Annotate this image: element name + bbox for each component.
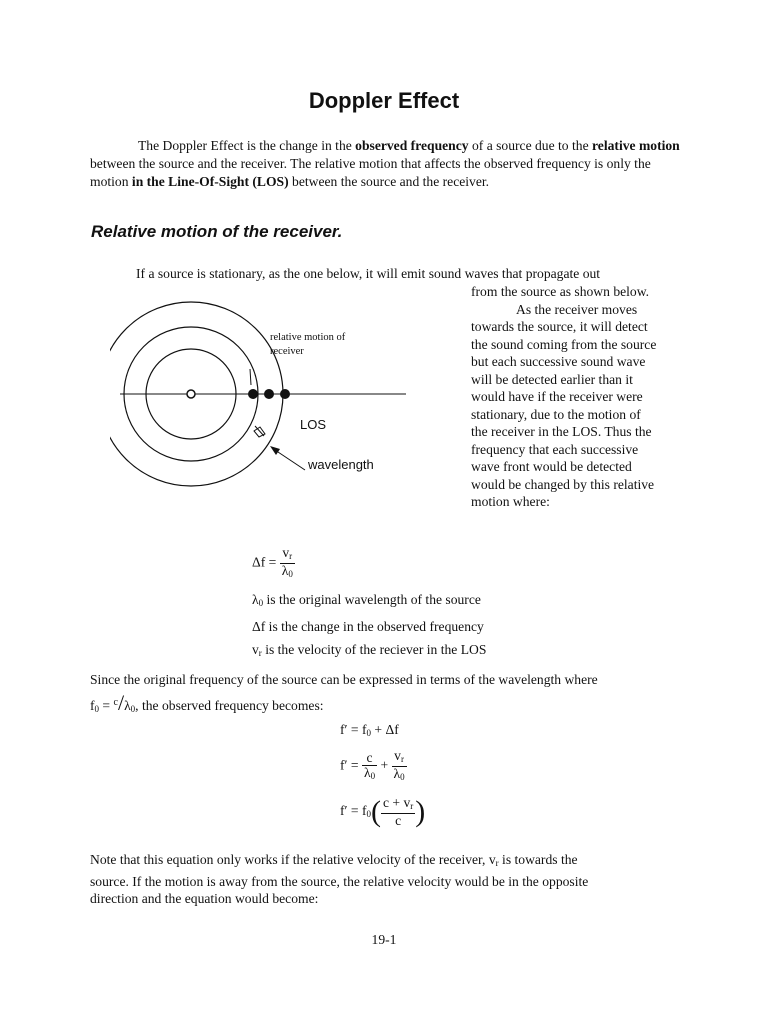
- page-title: Doppler Effect: [308, 88, 460, 113]
- definitions: $\lambda_0$ is the original wavelength of the source Δf is the change in the observed frequency $v_r$ is the velocity of the reciever in the LOS: [252, 592, 487, 658]
- side-text: from the source as shown below. As the receiver moves towards the source, it will detect the sound coming from the source but each successive sound wave will be detected earlier than it would have if the receiver were stationary, due to the motion of the receiver in the LOS. Thus the frequency that each successive wave front would be detected would be changed by this relative motion where:: [471, 284, 657, 509]
- section-intro-line: If a source is stationary, as the one below, it will emit sound waves that propagate out: [136, 266, 601, 281]
- receiver-dot-3: [280, 389, 290, 399]
- f0-definition: $f_0 = ^c/\lambda_0$, the observed frequency becomes:: [90, 690, 324, 715]
- wavelength-label: wavelength: [308, 457, 374, 472]
- intro-paragraph: The Doppler Effect is the change in the observed frequency of a source due to the relative motion between the source and the receiver. The relative motion that affects the observed frequency is only the motion in the Line-Of-Sight (LOS) between the source and the receiver.: [90, 138, 680, 189]
- eq-f-prime-2: f′ = $\frac{c}{\lambda_0}$ + $\frac{v_r}{\lambda_0}$: [340, 748, 405, 782]
- receiver-dot-1: [248, 389, 258, 399]
- section-heading: Relative motion of the receiver.: [91, 222, 343, 241]
- delta-f-equation: Δf = $\frac{v_r}{\lambda_0}$: [252, 545, 293, 579]
- receiver-dot-2: [264, 389, 274, 399]
- doppler-diagram: [110, 300, 420, 520]
- page-number: 19-1: [371, 932, 397, 947]
- motion-label: relative motion of receiver: [270, 332, 346, 357]
- para2-line1: Since the original frequency of the source can be expressed in terms of the wavelength where: [90, 672, 598, 687]
- note-paragraph: Note that this equation only works if the relative velocity of the receiver, $v_r$ is towards the source. If the motion is away from the source, the relative velocity would be in the opposite direction and the equation would become:: [90, 852, 589, 906]
- eq-f-prime-1: $f' = f_0 + \Delta f$: [340, 722, 399, 738]
- eq-f-prime-3: $f' = f_0$( $\frac{c + v_r}{c}$ ): [340, 795, 426, 828]
- source-dot: [187, 390, 195, 398]
- los-label: LOS: [300, 417, 327, 432]
- wavelength-arrowhead: [270, 446, 280, 455]
- motion-pointer: [250, 369, 251, 385]
